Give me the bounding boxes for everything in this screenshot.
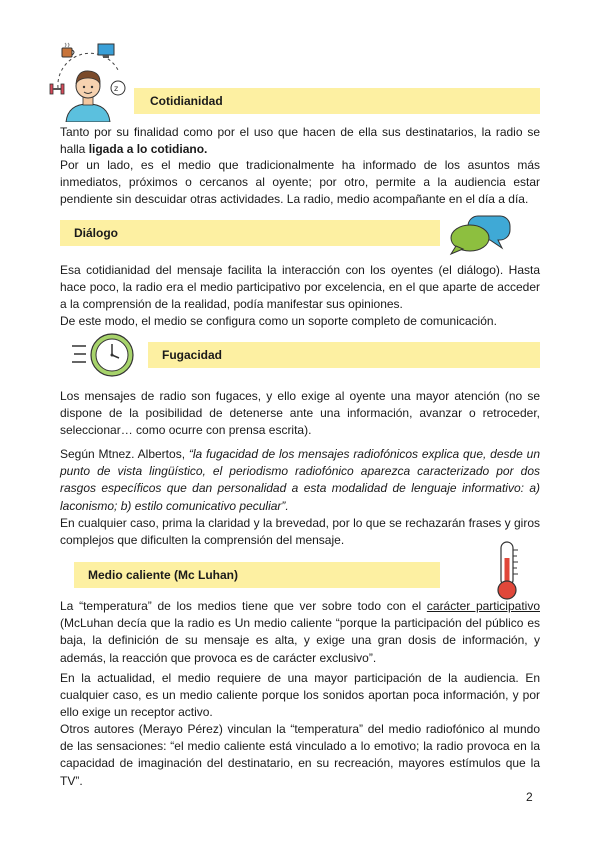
quote-text: “la fugacidad de los mensajes radiofónicos explica que, desde un punto de vista lingüístico, el periodismo radiofónico aparezca caracterizado por dos rasgos específicos que dan personalidad a esta modalidad de lenguaje informativo: a) laconismo; b) estilo comunicativo peculiar”. xyxy=(60,447,541,513)
speech-bubbles-icon xyxy=(448,212,512,256)
person-daily-life-icon xyxy=(48,40,130,122)
section-title-medio-caliente: Medio caliente (Mc Luhan) xyxy=(88,568,239,582)
text-run: La “temperatura” de los medios tiene que ver sobre todo con el xyxy=(60,599,427,613)
paragraph-dialogo-1: Esa cotidianidad del mensaje facilita la interacción con los oyentes (el diálogo). Hasta hace poco, la radio era el medio participativo por excelencia, en el que aparte de acceder a la comprensión de la realidad, podía manifestar sus opiniones. xyxy=(60,263,540,312)
paragraph-fugacidad-3: En cualquier caso, prima la claridad y la brevedad, por lo que se rechazarán frases y giros complejos que dificulten la comprensión del mensaje. xyxy=(60,516,540,548)
section-title-cotidianidad: Cotidianidad xyxy=(150,94,223,108)
paragraph-medio-caliente-3: Otros autores (Merayo Pérez) vinculan la “temperatura” del medio radiofónico al mundo de las sensaciones: “el medio caliente está vinculado a lo emotivo; la radio provoca en la capacidad de imaginación del destinatario, en su recreación, mayores estímulos que la TV”. xyxy=(60,722,540,788)
section-title-dialogo: Diálogo xyxy=(74,226,118,240)
paragraph-medio-caliente-2: En la actualidad, el medio requiere de una mayor participación de la audiencia. En cualquier caso, es un medio caliente porque los sonidos aportan poca información, y por ello exige un receptor activo. xyxy=(60,671,540,720)
text-run: (McLuhan decía que la radio es Un medio caliente “porque la participación del público es baja, la definición de su mensaje es alta, y exige una gran dosis de información, y además, la reacción que provoca es de carácter exclusivo”. xyxy=(60,616,540,665)
paragraph-cotidianidad-1 xyxy=(60,124,540,158)
thermometer-icon xyxy=(492,540,522,602)
bold-text: ligada a lo cotidiano. xyxy=(88,142,208,157)
svg-text:z: z xyxy=(114,84,119,93)
page-number: 2 xyxy=(526,790,533,804)
paragraph-fugacidad-2 xyxy=(60,446,540,515)
underlined-text: carácter participativo xyxy=(426,599,540,613)
paragraph-dialogo-2: De este modo, el medio se configura como un soporte completo de comunicación. xyxy=(60,314,497,328)
section-title-fugacidad: Fugacidad xyxy=(162,348,223,362)
fast-clock-icon xyxy=(72,332,136,380)
paragraph-medio-caliente-1 xyxy=(60,598,540,667)
paragraph-fugacidad-1: Los mensajes de radio son fugaces, y ello exige al oyente una mayor atención (no se dispone de la posibilidad de detenerse ante una información, avanzar o retroceder, seleccionar… como ocurre con prensa escrita). xyxy=(60,389,540,438)
paragraph-cotidianidad-2: Por un lado, es el medio que tradicionalmente ha informado de los asuntos más inmediatos, próximos o cercanos al oyente; por otro, permite a la audiencia estar pendiente sin descuidar otras actividades. La radio, medio acompañante en el día a día. xyxy=(60,158,540,207)
text-run: Tanto por su finalidad como por el uso que hacen de ella sus destinatarios, la radio se halla xyxy=(60,125,540,157)
text-run: Según Mtnez. Albertos, xyxy=(60,447,189,461)
